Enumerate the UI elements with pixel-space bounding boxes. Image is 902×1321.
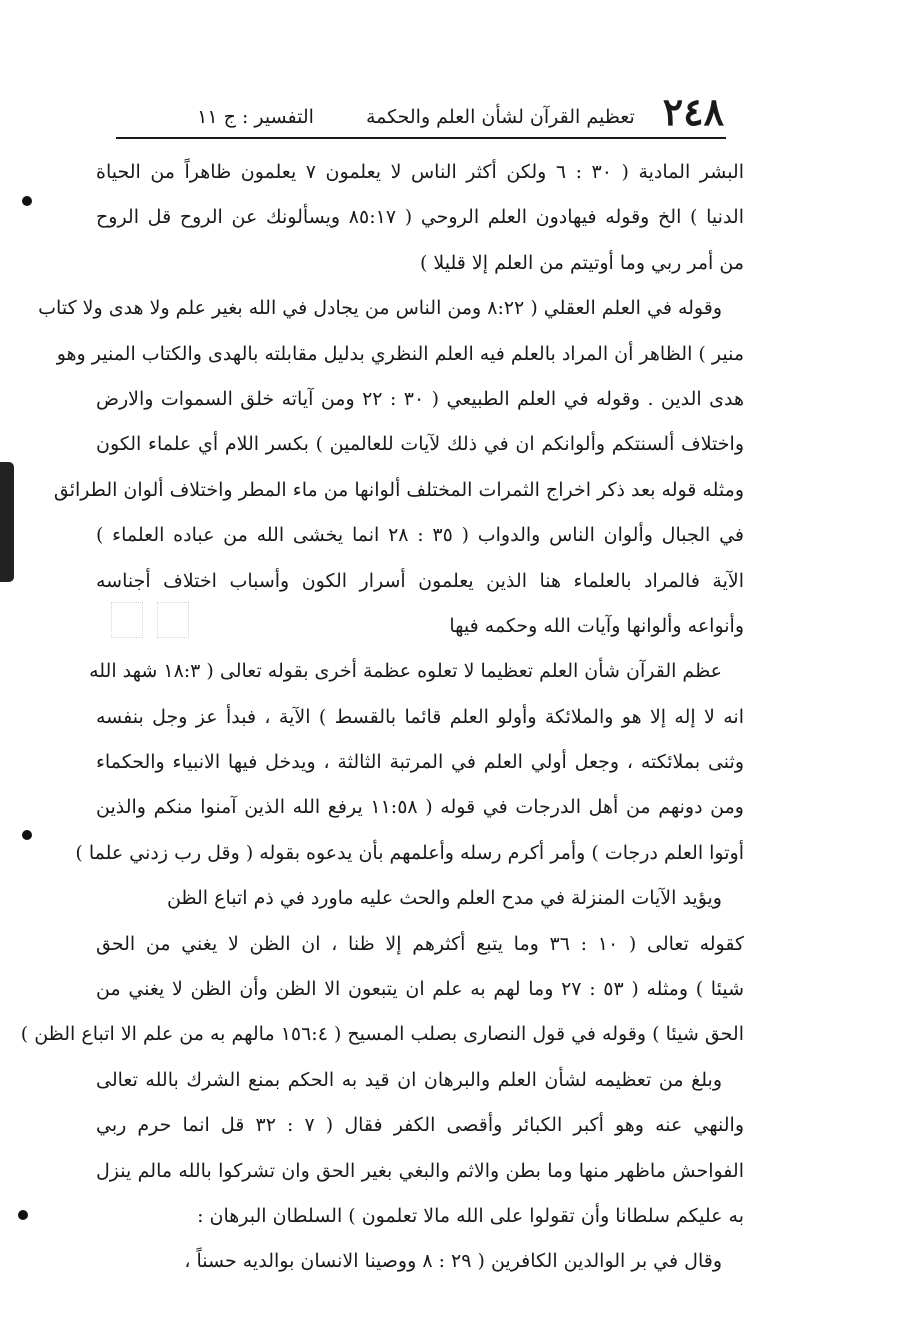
margin-scan-shadow (0, 462, 14, 582)
text-line: هدى الدين . وقوله في العلم الطبيعي ( ٣٠ : ٢٢ ومن آياته خلق السموات والارض (96, 387, 744, 410)
page-number: ٢٤٨ (662, 89, 724, 134)
text-line: وقوله في العلم العقلي ( ٨:٢٢ ومن الناس من يجادل في الله بغير علم ولا هدى ولا كتاب (38, 297, 722, 320)
binding-hole-mark (22, 830, 32, 840)
text-line: في الجبال وألوان الناس والدواب ( ٣٥ : ٢٨ انما يخشى الله من عباده العلماء ) (96, 524, 744, 547)
text-line: وأنواعه وألوانها وآيات الله وحكمه فيها (449, 614, 744, 637)
section-label: التفسير : ج ١١ (197, 106, 314, 128)
text-line: الحق شيئا ) وقوله في قول النصارى بصلب المسيح ( ١٥٦:٤ مالهم به من علم الا اتباع الظن ) (20, 1023, 744, 1046)
text-line: وبلغ من تعظيمه لشأن العلم والبرهان ان قيد به الحكم بمنع الشرك بالله تعالى (96, 1068, 722, 1091)
page-header (118, 88, 724, 132)
binding-hole-mark (22, 196, 32, 206)
text-line: انه لا إله إلا هو والملائكة وأولو العلم قائما بالقسط ) الآية ، فبدأ عز وجل بنفسه (96, 705, 744, 728)
text-line: الدنيا ) الخ وقوله فيهادون العلم الروحي ( ٨٥:١٧ ويسألونك عن الروح قل الروح (96, 206, 744, 229)
text-line: كقوله تعالى ( ١٠ : ٣٦ وما يتبع أكثرهم إلا ظنا ، ان الظن لا يغني من الحق (96, 932, 745, 955)
text-line: وقال في بر الوالدين الكافرين ( ٢٩ : ٨ ووصينا الانسان بوالديه حسناً ، (184, 1250, 722, 1273)
text-line: من أمر ربي وما أوتيتم من العلم إلا قليلا ) (419, 251, 744, 274)
text-line: ومثله قوله بعد ذكر اخراج الثمرات المختلف ألوانها من ماء المطر واختلاف ألوان الطرائق (53, 478, 744, 501)
faint-stamp-marks (104, 596, 196, 644)
binding-hole-mark (18, 1210, 28, 1220)
text-line: الفواحش ماظهر منها وما بطن والاثم والبغي بغير الحق وان تشركوا بالله مالم ينزل (96, 1159, 744, 1182)
running-title: تعظيم القرآن لشأن العلم والحكمة (365, 106, 635, 128)
text-line: الآية فالمراد بالعلماء هنا الذين يعلمون أسرار الكون وأسباب اختلاف أجناسه (96, 569, 744, 592)
text-line: شيئا ) ومثله ( ٥٣ : ٢٧ وما لهم به علم ان يتبعون الا الظن وأن الظن لا يغني من (96, 978, 744, 1001)
text-line: ويؤيد الآيات المنزلة في مدح العلم والحث عليه ماورد في ذم اتباع الظن (166, 887, 722, 910)
text-line: أوتوا العلم درجات ) وأمر أكرم رسله وأعلمهم بأن يدعوه بقوله ( وقل رب زدني علما ) (75, 841, 744, 864)
text-line: منير ) الظاهر أن المراد بالعلم فيه العلم النظري بدليل مقابلته بالهدى والكتاب المنير وهو (56, 342, 744, 365)
text-line: عظم القرآن شأن العلم تعظيما لا تعلوه عظمة أخرى بقوله تعالى ( ١٨:٣ شهد الله (89, 660, 722, 683)
text-line: به عليكم سلطانا وأن تقولوا على الله مالا تعلمون ) السلطان البرهان : (197, 1204, 744, 1227)
text-line: وثنى بملائكته ، وجعل أولي العلم في المرتبة الثالثة ، ويدخل فيها الانبياء والحكماء (96, 751, 744, 774)
header-rule (116, 137, 726, 139)
text-line: البشر المادية ( ٣٠ : ٦ ولكن أكثر الناس لا يعلمون ٧ يعلمون ظاهراً من الحياة (96, 161, 744, 183)
body-text (20, 150, 745, 1285)
text-line: واختلاف ألسنتكم وألوانكم ان في ذلك لآيات للعالمين ) بكسر اللام أي علماء الكون (96, 433, 744, 456)
text-line: والنهي عنه وهو أكبر الكبائر وأقصى الكفر فقال ( ٧ : ٣٢ قل انما حرم ربي (96, 1114, 745, 1137)
text-line: ومن دونهم من أهل الدرجات في قوله ( ١١:٥٨ يرفع الله الذين آمنوا منكم والذين (96, 796, 744, 819)
